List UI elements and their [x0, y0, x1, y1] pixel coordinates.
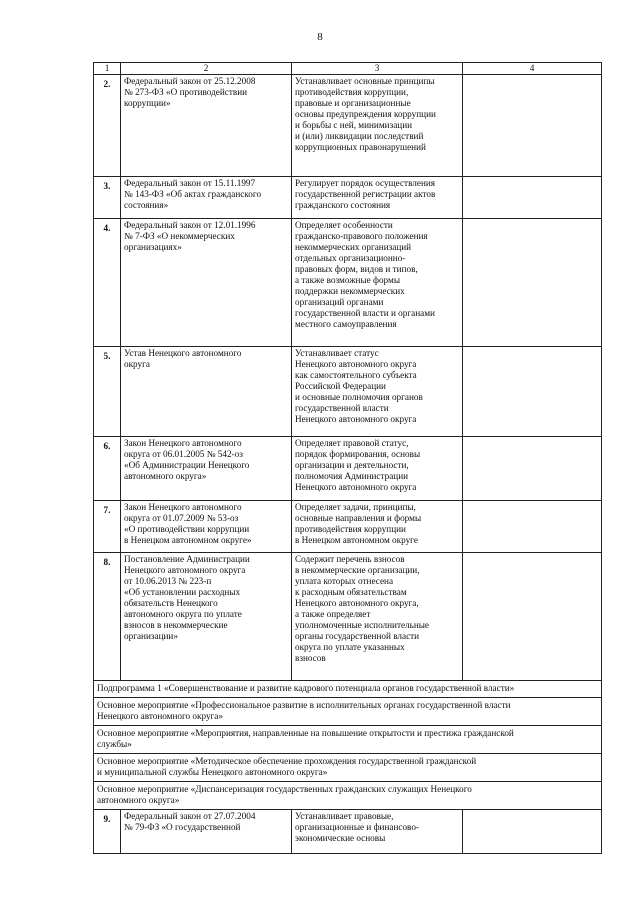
- table-row: [94, 810, 602, 854]
- table-header-row: [94, 63, 602, 75]
- row-number: 4.: [94, 219, 121, 347]
- row-note: [463, 501, 602, 553]
- table-row: [94, 75, 602, 177]
- row-note: [463, 553, 602, 681]
- document-title: Федеральный закон от 12.01.1996 № 7-ФЗ «О некоммерческих организациях»: [121, 219, 292, 347]
- section-heading: Основное мероприятие «Диспансеризация государственных гражданских служащих Ненецкого автономного округа»: [94, 782, 602, 810]
- document-title: Федеральный закон от 15.11.1997 № 143-ФЗ «Об актах гражданского состояния»: [121, 177, 292, 219]
- main-activity-row: [94, 754, 602, 782]
- main-activity-row: [94, 782, 602, 810]
- subprogram-row: [94, 681, 602, 698]
- row-note: [463, 810, 602, 854]
- row-note: [463, 75, 602, 177]
- document-title: Закон Ненецкого автономного округа от 06.01.2005 № 542-оз «Об Администрации Ненецкого автономного округа»: [121, 437, 292, 501]
- document-title: Федеральный закон от 25.12.2008 № 273-ФЗ «О противодействии коррупции»: [121, 75, 292, 177]
- section-heading: Основное мероприятие «Мероприятия, направленные на повышение открытости и престижа гражданской службы»: [94, 726, 602, 754]
- row-number: 6.: [94, 437, 121, 501]
- table-row: [94, 177, 602, 219]
- header-col-2: 2: [121, 63, 292, 75]
- document-description: Устанавливает правовые, организационные и финансово- экономические основы: [292, 810, 463, 854]
- header-col-3: 3: [292, 63, 463, 75]
- header-col-1: 1: [94, 63, 121, 75]
- table-row: [94, 347, 602, 437]
- table-row: [94, 437, 602, 501]
- table-row: [94, 553, 602, 681]
- main-activity-row: [94, 698, 602, 726]
- row-note: [463, 219, 602, 347]
- document-description: Содержит перечень взносов в некоммерческие организации, уплата которых отнесена к расходным обязательствам Ненецкого автономного округа, а также определяет уполномоченные исполнительные органы государственной власти округа по уплате указанных взносов: [292, 553, 463, 681]
- row-number: 5.: [94, 347, 121, 437]
- document-title: Федеральный закон от 27.07.2004 № 79-ФЗ «О государственной: [121, 810, 292, 854]
- document-title: Устав Ненецкого автономного округа: [121, 347, 292, 437]
- document-description: Устанавливает основные принципы противодействия коррупции, правовые и организационные основы предупреждения коррупции и борьбы с ней, минимизации и (или) ликвидации последствий коррупционных правонарушений: [292, 75, 463, 177]
- row-note: [463, 177, 602, 219]
- document-title: Постановление Администрации Ненецкого автономного округа от 10.06.2013 № 223-п «Об установлении расходных обязательств Ненецкого автономного округа по уплате взносов в некоммерческие организации»: [121, 553, 292, 681]
- section-heading: Основное мероприятие «Методическое обеспечение прохождения государственной гражданской и муниципальной службы Ненецкого автономного округа»: [94, 754, 602, 782]
- row-number: 2.: [94, 75, 121, 177]
- document-description: Определяет правовой статус, порядок формирования, основы организации и деятельности, полномочия Администрации Ненецкого автономного округа: [292, 437, 463, 501]
- document-title: Закон Ненецкого автономного округа от 01.07.2009 № 53-оз «О противодействии коррупции в Ненецком автономном округе»: [121, 501, 292, 553]
- document-description: Определяет особенности гражданско-правового положения некоммерческих организаций отдельных организационно- правовых форм, видов и типов, а также возможные формы поддержки некоммерческих организаций органами государственной власти и органами местного самоуправления: [292, 219, 463, 347]
- legal-acts-table: [93, 62, 602, 854]
- row-note: [463, 347, 602, 437]
- header-col-4: 4: [463, 63, 602, 75]
- page-number: 8: [317, 31, 323, 43]
- row-number: 3.: [94, 177, 121, 219]
- row-note: [463, 437, 602, 501]
- table-row: [94, 219, 602, 347]
- document-description: Регулирует порядок осуществления государственной регистрации актов гражданского состояния: [292, 177, 463, 219]
- section-heading: Подпрограмма 1 «Совершенствование и развитие кадрового потенциала органов государственной власти»: [94, 681, 602, 698]
- document-description: Определяет задачи, принципы, основные направления и формы противодействия коррупции в Ненецком автономном округе: [292, 501, 463, 553]
- table-row: [94, 501, 602, 553]
- main-activity-row: [94, 726, 602, 754]
- row-number: 8.: [94, 553, 121, 681]
- row-number: 7.: [94, 501, 121, 553]
- document-description: Устанавливает статус Ненецкого автономного округа как самостоятельного субъекта Российской Федерации и основные полномочия органов государственной власти Ненецкого автономного округа: [292, 347, 463, 437]
- row-number: 9.: [94, 810, 121, 854]
- section-heading: Основное мероприятие «Профессиональное развитие в исполнительных органах государственной власти Ненецкого автономного округа»: [94, 698, 602, 726]
